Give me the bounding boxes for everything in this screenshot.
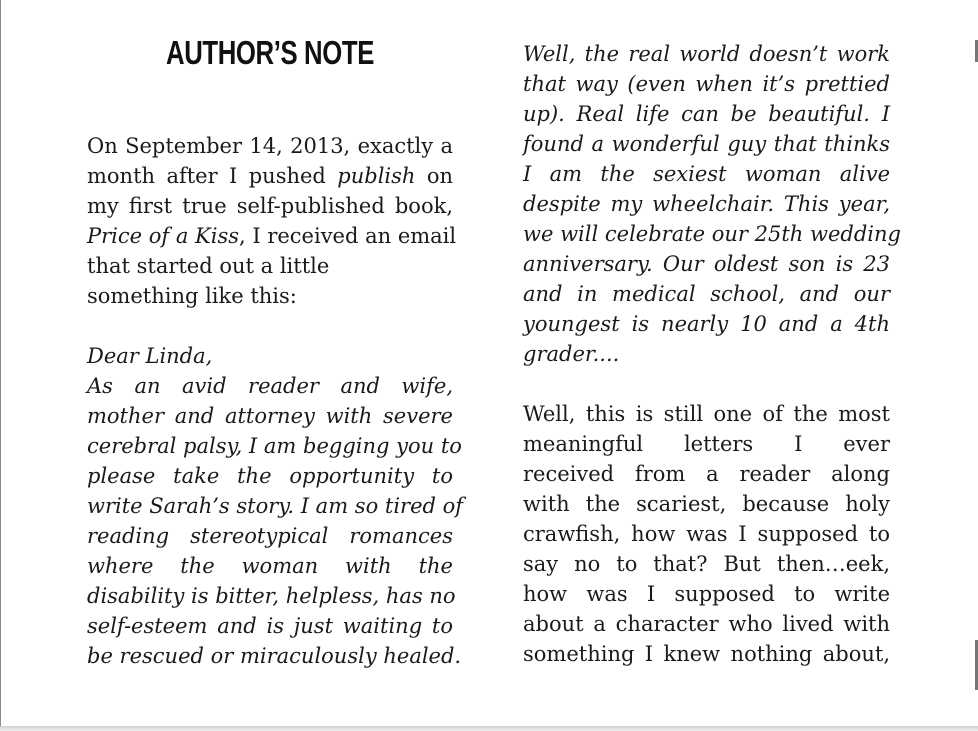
text-run: my first true self-published book, xyxy=(87,194,453,218)
letter-line: reading stereotypical romances xyxy=(87,524,453,548)
closing-line: how was I supposed to write xyxy=(523,582,890,606)
intro-line xyxy=(87,221,457,251)
letter-line: we will celebrate our 25th wedding xyxy=(523,222,901,246)
closing-line: crawfish, how was I supposed to xyxy=(523,522,890,546)
page-border-left xyxy=(0,0,1,729)
page-border-bottom xyxy=(0,726,978,731)
intro-line xyxy=(87,191,453,221)
letter-line: youngest is nearly 10 and a 4th xyxy=(523,312,890,336)
letter-line: anniversary. Our oldest son is 23 xyxy=(523,252,890,276)
letter-line: cerebral palsy, I am begging you to xyxy=(87,434,462,458)
text-run: month after I pushed xyxy=(87,164,338,188)
text-run: that started out a little xyxy=(87,254,330,278)
letter-line: I am the sexiest woman alive xyxy=(523,162,890,186)
page-title: AUTHOR’S NOTE xyxy=(165,34,374,71)
letter-salutation: Dear Linda, xyxy=(87,344,213,368)
closing-line: Well, this is still one of the most xyxy=(523,402,890,426)
letter-line: up). Real life can be beautiful. I xyxy=(523,102,890,126)
italic-title-text: publish xyxy=(337,164,416,188)
letter-line: despite my wheelchair. This year, xyxy=(523,192,890,216)
letter-excerpt-part-1 xyxy=(87,341,464,671)
letter-excerpt-part-2 xyxy=(523,39,901,369)
letter-line: be rescued or miraculously healed. xyxy=(87,644,462,668)
letter-line: mother and attorney with severe xyxy=(87,404,453,428)
letter-line: self-esteem and is just waiting to xyxy=(87,614,453,638)
letter-line: disability is bitter, helpless, has no xyxy=(87,584,456,608)
intro-paragraph xyxy=(87,131,457,311)
intro-line xyxy=(87,161,453,191)
letter-line: where the woman with the xyxy=(87,554,453,578)
letter-line: Well, the real world doesn’t work xyxy=(523,42,890,66)
letter-line: please take the opportunity to xyxy=(87,464,453,488)
text-run: , I received an email xyxy=(239,224,457,248)
letter-line: As an avid reader and wife, xyxy=(87,374,453,398)
closing-paragraph xyxy=(523,399,890,669)
text-run: on xyxy=(415,164,454,188)
closing-line: about a character who lived with xyxy=(523,612,890,636)
closing-line: with the scariest, because holy xyxy=(523,492,890,516)
intro-line xyxy=(87,251,453,281)
closing-line: received from a reader along xyxy=(523,462,890,486)
letter-line: and in medical school, and our xyxy=(523,282,890,306)
closing-line: meaningful letters I ever xyxy=(523,432,890,456)
letter-line: that way (even when it’s prettied xyxy=(523,72,890,96)
text-run: On September 14, 2013, exactly a xyxy=(87,134,453,158)
letter-line: grader.... xyxy=(523,342,620,366)
letter-body xyxy=(87,371,464,671)
letter-line: found a wonderful guy that thinks xyxy=(523,132,890,156)
intro-line xyxy=(87,131,453,161)
italic-title-text: Price of a Kiss xyxy=(87,224,239,248)
closing-line: something I knew nothing about, xyxy=(523,642,890,666)
closing-line: say no to that? But then…eek, xyxy=(523,552,890,576)
text-run: something like this: xyxy=(87,284,297,308)
letter-line: write Sarah’s story. I am so tired of xyxy=(87,494,464,518)
intro-line xyxy=(87,281,453,311)
